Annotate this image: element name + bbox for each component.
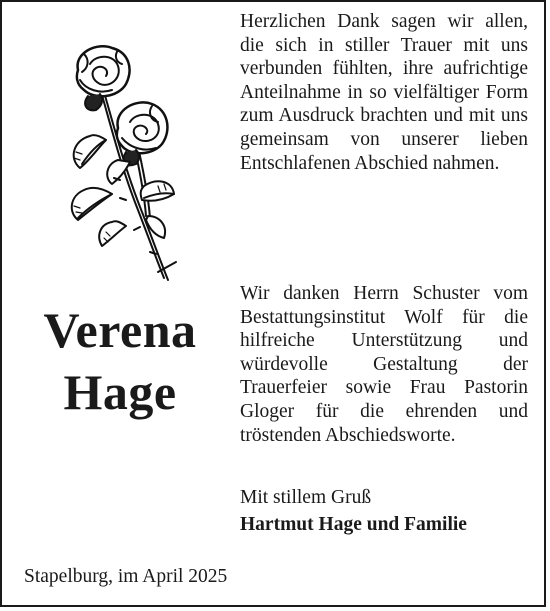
thank-you-text: Herzlichen Dank sagen wir allen, die sich in stiller Trauer mit uns verbunden fühlten, ihre aufrichtige Anteilnahme in so vielfältiger Form zum Ausdruck brachten und mit uns gemeinsam von unserer lieben Entschlafenen Abschied nahmen. — [240, 11, 528, 174]
closing-greeting: Mit stillem Gruß — [240, 487, 372, 508]
acknowledgement-text: Wir danken Herrn Schuster vom Bestattungsinstitut Wolf für die hilfreiche Unterstützung und würdevolle Gestaltung der Trauerfeier sowie Frau Pastorin Gloger für die ehrenden und tröstenden Abschiedsworte. — [240, 283, 528, 446]
acknowledgement-paragraph — [240, 282, 528, 447]
thank-you-paragraph — [240, 10, 528, 175]
deceased-last-name: Hage — [63, 364, 177, 420]
deceased-first-name: Verena — [43, 302, 197, 358]
place-and-date: Stapelburg, im April 2025 — [24, 566, 228, 587]
signature: Hartmut Hage und Familie — [240, 514, 467, 535]
rose-illustration — [60, 40, 185, 288]
